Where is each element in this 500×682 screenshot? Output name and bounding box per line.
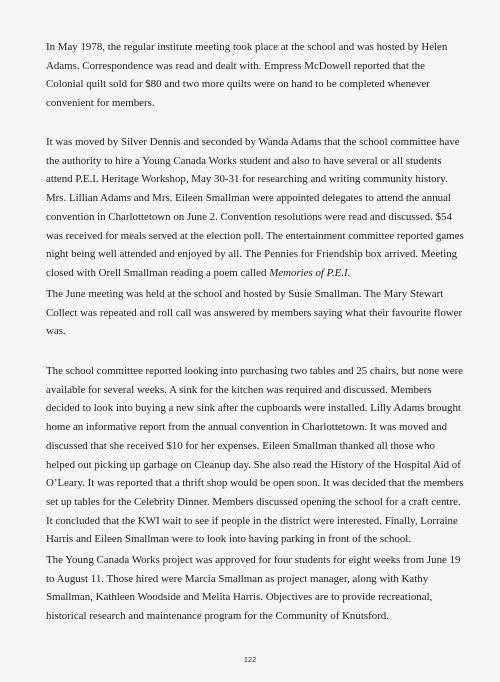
paragraph-june-meeting: The June meeting was held at the school and hosted by Susie Smallman. The Mary Stewart Collect was repeated and roll call was answered by members saying what their favourite flower was. [46,288,463,338]
paragraph-motions [46,133,464,283]
paragraph-school-committee: The school committee reported looking into purchasing two tables and 25 chairs, but none were available for several weeks. A sink for the kitchen was required and discussed. Members decided to look into buying a new sink after the cupboards were installed. Lilly Adams brought home an informative report from the annual convention in Charlottetown. It was moved and discussed that she received $10 for her expenses. Eileen Smallman thanked all those who helped out picking up garbage on Cleanup day. She also read the History of the Hospital Aid of O’Leary. It was reported that a thrift shop would be open soon. It was decided that the members set up tables for the Celebrity Dinner. Members discussed opening the school for a craft centre. It concluded that the KWI wait to see if people in the district were interested. Finally, Lorraine Harris and Eileen Smallman were to look into having parking in front of the school. [46,365,464,546]
page-number: 122 [243,655,257,664]
paragraph-may-meeting: In May 1978, the regular institute meeting took place at the school and was hosted by Helen Adams. Correspondence was read and dealt with. Empress McDowell reported that the Colonial quilt sold for $80 and two more quilts were on hand to be completed whenever convenient for members. [46,41,448,110]
paragraph-young-canada-works: The Young Canada Works project was approved for four students for eight weeks from June 19 to August 11. Those hired were Marcia Smallman as project manager, along with Kathy Smallman, Kathleen Woodside and Melita Harris. Objectives are to provide recreational, historical research and maintenance program for the Community of Knutsford. [46,554,461,623]
poem-title: Memories of P.E.I. [269,266,351,279]
motions-text: It was moved by Silver Dennis and seconded by Wanda Adams that the school committee have the authority to hire a Young Canada Works student and also to have several or all students attend P.E.I. Heritage Workshop, May 30-31 for researching and writing community history. Mrs. Lillian Adams and Mrs. Eileen Smallman were appointed delegates to attend the annual convention in Charlottetown on June 2. Convention resolutions were read and discussed. $54 was received for meals served at the election poll. The entertainment committee reported games night being well attended and enjoyed by all. The Pennies for Friendship box arrived. Meeting closed with Orell Smallman reading a poem called [46,136,464,279]
